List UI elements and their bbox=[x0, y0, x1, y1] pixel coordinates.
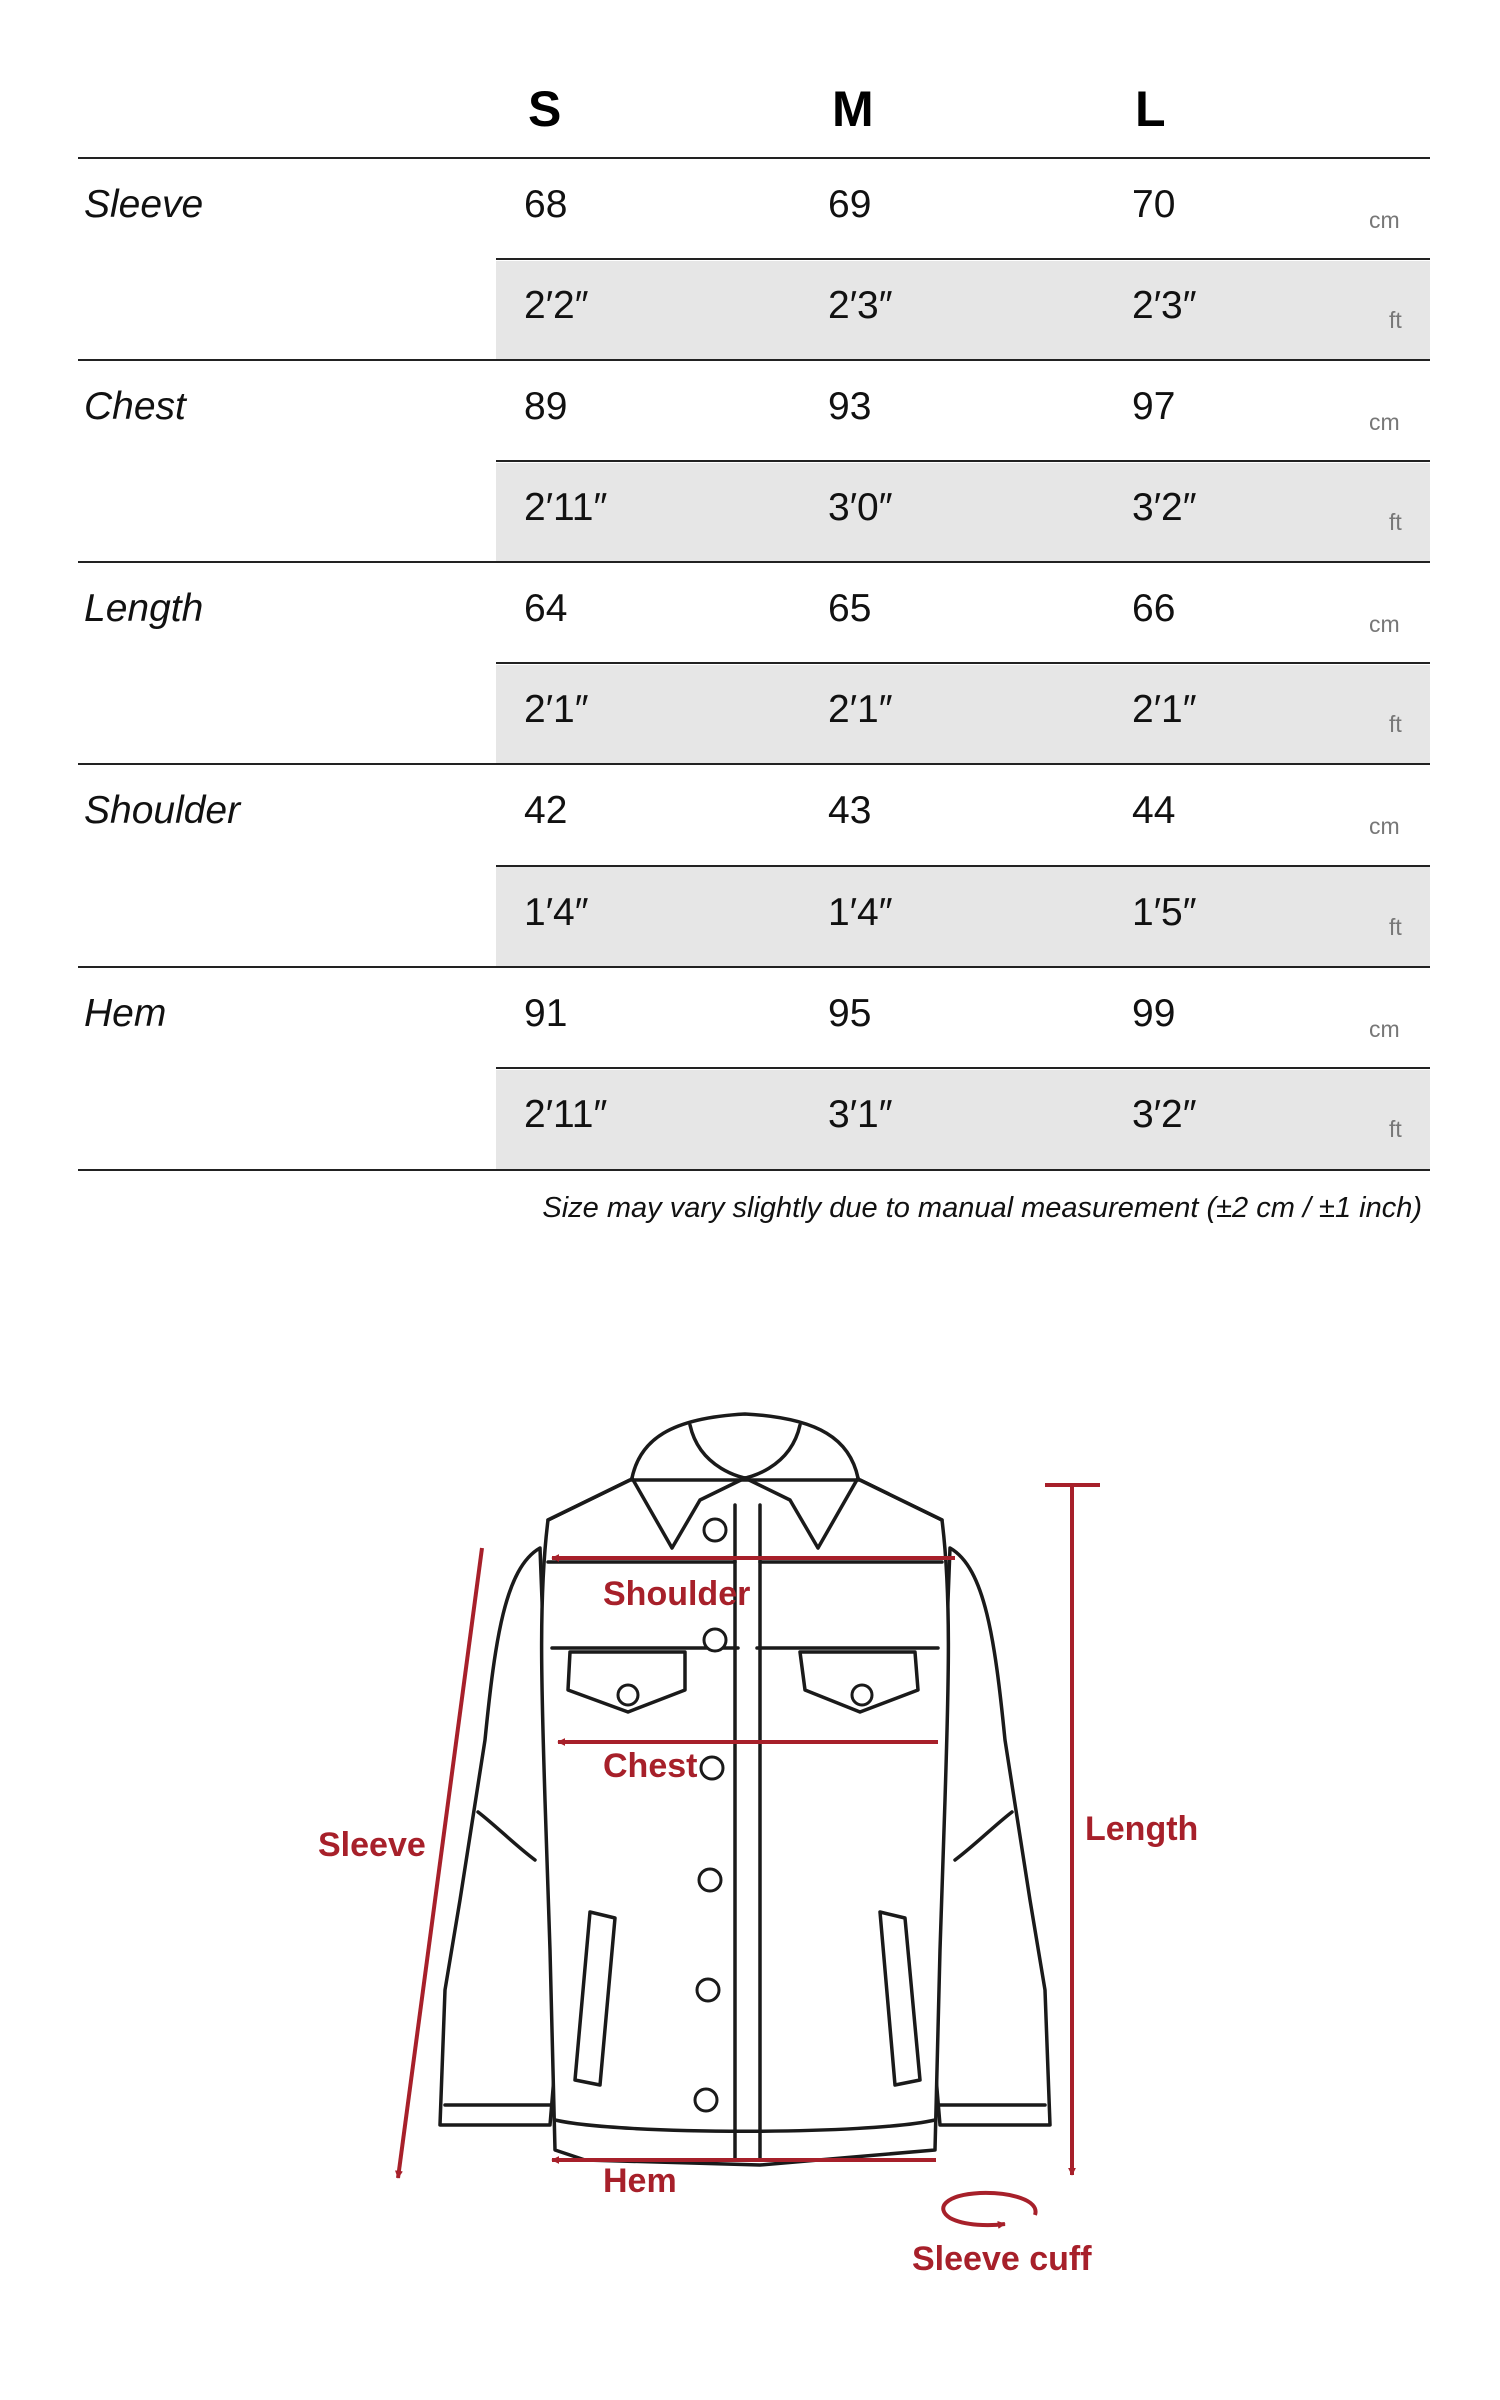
button-icon bbox=[701, 1757, 723, 1779]
unit-cm: cm bbox=[1369, 409, 1400, 435]
hem-cm-s: 91 bbox=[524, 992, 568, 1035]
diagram-label-sleeve: Sleeve bbox=[318, 1826, 426, 1864]
unit-cm: cm bbox=[1369, 1016, 1400, 1042]
sleeve-ft-m: 2′3″ bbox=[828, 284, 893, 327]
table-divider bbox=[78, 763, 1430, 765]
sleeve-cuff-arrow bbox=[943, 2193, 1035, 2225]
row-subdivider bbox=[496, 1067, 1430, 1069]
hem-ft-m: 3′1″ bbox=[828, 1093, 893, 1136]
shoulder-ft-l: 1′5″ bbox=[1132, 891, 1197, 934]
button-icon bbox=[697, 1979, 719, 2001]
table-divider bbox=[78, 157, 1430, 159]
shoulder-cm-s: 42 bbox=[524, 789, 568, 832]
sleeve-ft-s: 2′2″ bbox=[524, 284, 589, 327]
sleeve-cm-s: 68 bbox=[524, 183, 568, 226]
ft-row-band bbox=[496, 665, 1430, 764]
hem-ft-s: 2′11″ bbox=[524, 1093, 608, 1136]
button-icon bbox=[695, 2089, 717, 2111]
sleeve-cm-l: 70 bbox=[1132, 183, 1176, 226]
unit-ft: ft bbox=[1389, 1116, 1402, 1142]
row-label-hem: Hem bbox=[84, 992, 167, 1035]
hem-cm-l: 99 bbox=[1132, 992, 1176, 1035]
chest-ft-l: 3′2″ bbox=[1132, 486, 1197, 529]
unit-ft: ft bbox=[1389, 509, 1402, 535]
shoulder-cm-m: 43 bbox=[828, 789, 872, 832]
chest-ft-m: 3′0″ bbox=[828, 486, 893, 529]
button-icon bbox=[704, 1629, 726, 1651]
chest-ft-s: 2′11″ bbox=[524, 486, 608, 529]
row-label-chest: Chest bbox=[84, 385, 186, 428]
button-icon bbox=[852, 1685, 872, 1705]
length-ft-s: 2′1″ bbox=[524, 688, 589, 731]
ft-row-band bbox=[496, 867, 1430, 966]
jacket-diagram bbox=[0, 1380, 1500, 2300]
row-label-shoulder: Shoulder bbox=[84, 789, 241, 832]
length-cm-s: 64 bbox=[524, 587, 568, 630]
row-label-sleeve: Sleeve bbox=[84, 183, 204, 226]
chest-cm-m: 93 bbox=[828, 385, 872, 428]
sleeve-ft-l: 2′3″ bbox=[1132, 284, 1197, 327]
ft-row-band bbox=[496, 1070, 1430, 1169]
hem-ft-l: 3′2″ bbox=[1132, 1093, 1197, 1136]
table-divider bbox=[78, 359, 1430, 361]
jacket-outline bbox=[440, 1414, 1050, 2165]
unit-cm: cm bbox=[1369, 207, 1400, 233]
table-divider bbox=[78, 1169, 1430, 1171]
row-subdivider bbox=[496, 662, 1430, 664]
unit-cm: cm bbox=[1369, 611, 1400, 637]
table-divider bbox=[78, 561, 1430, 563]
unit-ft: ft bbox=[1389, 711, 1402, 737]
row-subdivider bbox=[496, 460, 1430, 462]
unit-ft: ft bbox=[1389, 914, 1402, 940]
measurement-note: Size may vary slightly due to manual measurement (±2 cm / ±1 inch) bbox=[542, 1192, 1422, 1224]
diagram-label-sleeve-cuff: Sleeve cuff bbox=[912, 2240, 1092, 2278]
table-divider bbox=[78, 966, 1430, 968]
chest-cm-s: 89 bbox=[524, 385, 568, 428]
diagram-label-shoulder: Shoulder bbox=[603, 1575, 751, 1613]
shoulder-ft-m: 1′4″ bbox=[828, 891, 893, 934]
size-header-s: S bbox=[528, 81, 562, 137]
length-ft-l: 2′1″ bbox=[1132, 688, 1197, 731]
ft-row-band bbox=[496, 261, 1430, 360]
sleeve-cm-m: 69 bbox=[828, 183, 872, 226]
diagram-label-length: Length bbox=[1085, 1810, 1199, 1848]
length-cm-m: 65 bbox=[828, 587, 872, 630]
size-header-l: L bbox=[1135, 81, 1166, 137]
unit-ft: ft bbox=[1389, 307, 1402, 333]
row-subdivider bbox=[496, 865, 1430, 867]
chest-cm-l: 97 bbox=[1132, 385, 1176, 428]
diagram-label-chest: Chest bbox=[603, 1747, 698, 1785]
unit-cm: cm bbox=[1369, 813, 1400, 839]
button-icon bbox=[704, 1519, 726, 1541]
row-label-length: Length bbox=[84, 587, 204, 630]
shoulder-ft-s: 1′4″ bbox=[524, 891, 589, 934]
button-icon bbox=[618, 1685, 638, 1705]
ft-row-band bbox=[496, 463, 1430, 562]
hem-cm-m: 95 bbox=[828, 992, 872, 1035]
diagram-label-hem: Hem bbox=[603, 2162, 677, 2200]
length-ft-m: 2′1″ bbox=[828, 688, 893, 731]
row-subdivider bbox=[496, 258, 1430, 260]
length-cm-l: 66 bbox=[1132, 587, 1176, 630]
button-icon bbox=[699, 1869, 721, 1891]
size-header-m: M bbox=[832, 81, 874, 137]
shoulder-cm-l: 44 bbox=[1132, 789, 1176, 832]
